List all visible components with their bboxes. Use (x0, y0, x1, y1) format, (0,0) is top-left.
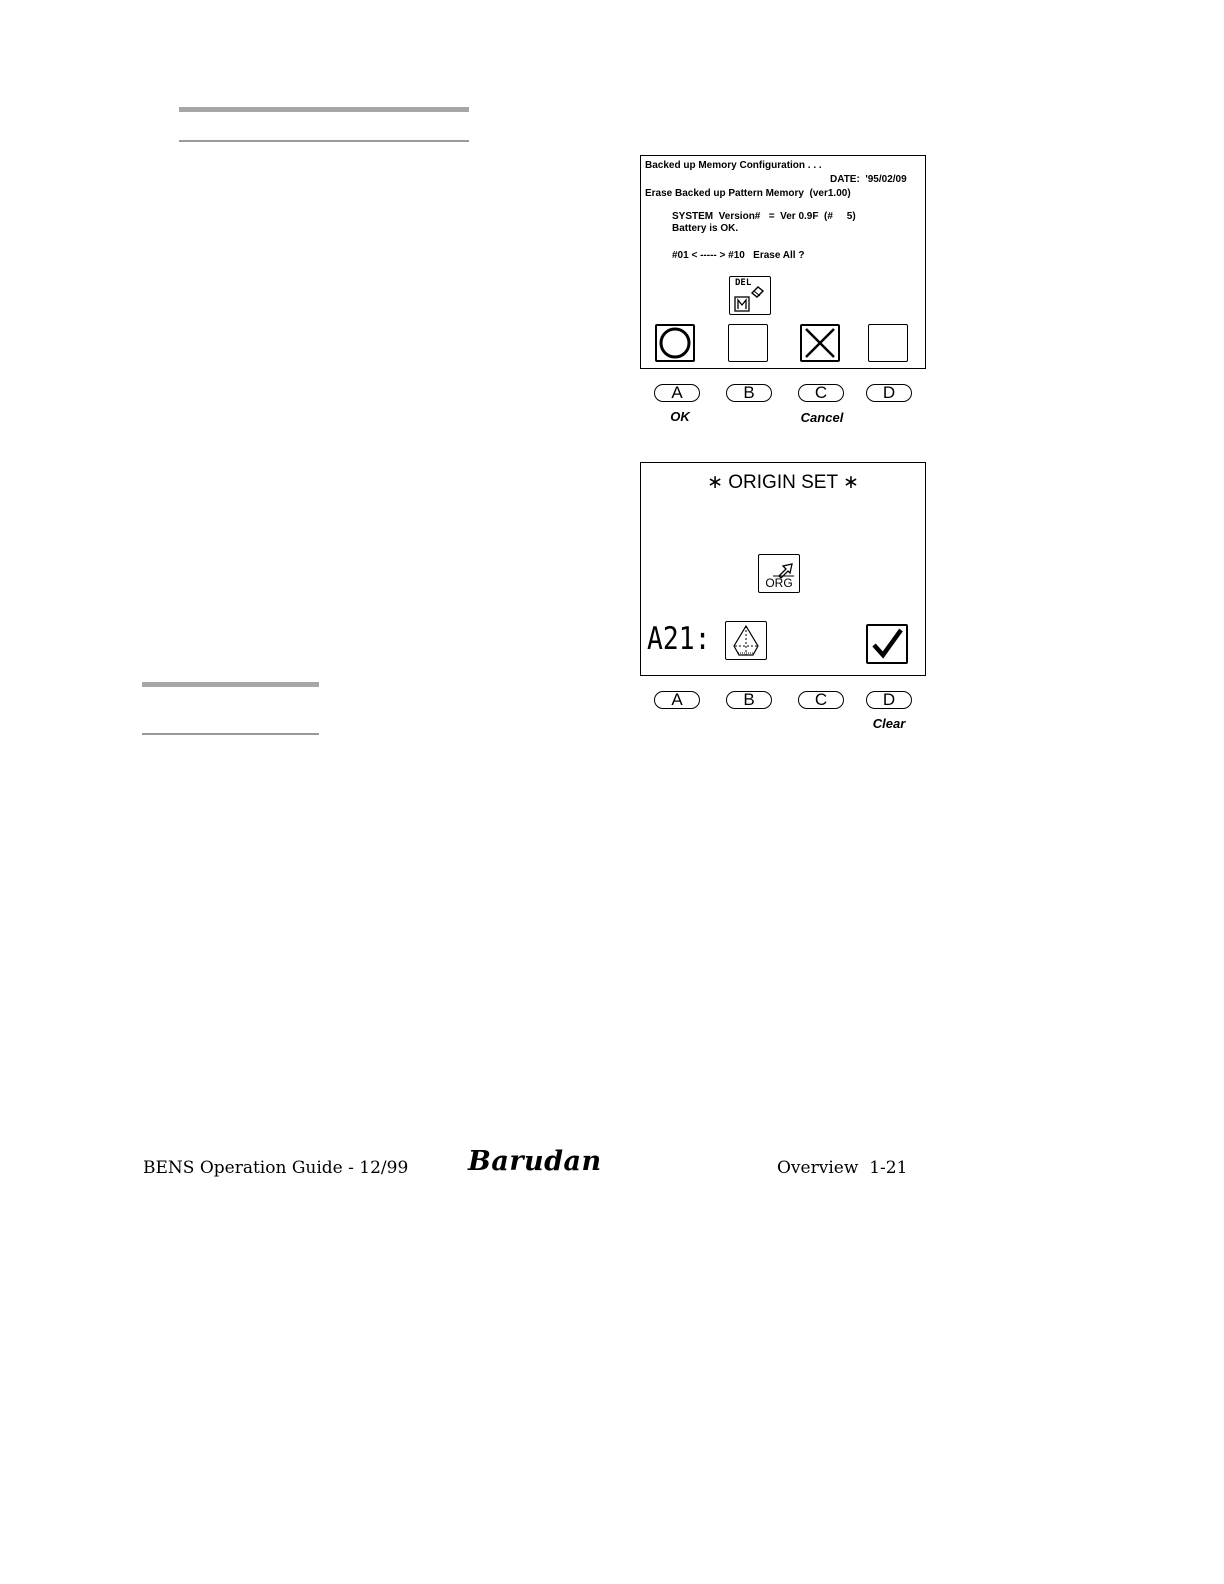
key-a-label: OK (670, 409, 690, 424)
softkey-b[interactable] (728, 324, 768, 362)
softkey-d[interactable] (868, 324, 908, 362)
screen-date: DATE: '95/02/09 (830, 174, 907, 185)
footer-guide-title: BENS Operation Guide - 12/99 (143, 1158, 409, 1178)
key-d-label: Clear (872, 716, 906, 731)
header-rule-thin (179, 140, 469, 142)
system-version: SYSTEM Version# = Ver 0.9F (# 5) (672, 211, 856, 222)
screen-erase-title: Erase Backed up Pattern Memory (ver1.00) (645, 188, 851, 199)
key-a[interactable]: A (654, 691, 700, 709)
field-label-a21: A21: (647, 621, 711, 657)
erase-range-prompt: #01 < ----- > #10 Erase All ? (672, 250, 805, 261)
del-icon-text: DEL (735, 278, 752, 288)
del-memory-icon (729, 276, 771, 315)
circle-ok-icon (657, 326, 693, 360)
origin-set-screen (640, 462, 926, 676)
checkmark-icon[interactable] (866, 624, 908, 664)
key-c[interactable]: C (798, 691, 844, 709)
header-rule-thick (179, 107, 469, 112)
screen-heading: Backed up Memory Configuration . . . (645, 160, 822, 171)
key-a[interactable]: A (654, 384, 700, 402)
cross-cancel-icon (802, 326, 838, 360)
key-b[interactable]: B (726, 691, 772, 709)
origin-set-title: ∗ ORIGIN SET ∗ (707, 472, 859, 493)
erase-memory-screen (640, 155, 926, 369)
key-d[interactable]: D (866, 384, 912, 402)
origin-arrow-icon (758, 554, 800, 593)
key-c-label: Cancel (800, 410, 844, 425)
key-b[interactable]: B (726, 384, 772, 402)
section-rule-thin (142, 733, 319, 735)
key-d[interactable]: D (866, 691, 912, 709)
brand-logo: Barudan (468, 1146, 602, 1177)
battery-status: Battery is OK. (672, 223, 739, 234)
section-rule-thick (142, 682, 319, 687)
key-c[interactable]: C (798, 384, 844, 402)
softkey-c-cancel[interactable] (800, 324, 840, 362)
org-icon-text: ORG (765, 576, 793, 590)
footer-page-number: Overview 1-21 (777, 1158, 908, 1178)
pattern-triangle-icon (725, 621, 767, 660)
softkey-a-ok[interactable] (655, 324, 695, 362)
